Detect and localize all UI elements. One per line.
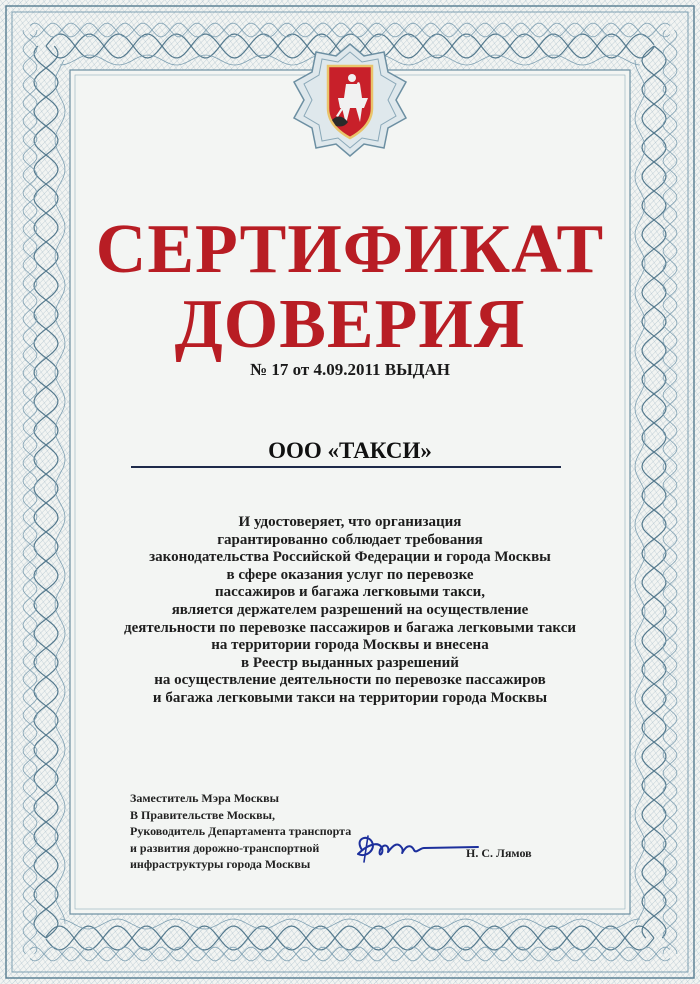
signer-position-line: инфраструктуры города Москвы — [130, 857, 311, 871]
body-line: является держателем разрешений на осуществление — [171, 601, 529, 618]
body-line: законодательства Российской Федерации и города Москвы — [149, 549, 551, 566]
signer-position-line: Заместитель Мэра Москвы — [130, 791, 280, 805]
body-line: и багажа легковыми такси на территории города Москвы — [152, 689, 548, 706]
signer-position — [130, 790, 351, 873]
issued-line: № 17 от 4.09.2011 ВЫДАН — [250, 360, 450, 379]
body-line: пассажиров и багажа легковыми такси, — [214, 584, 486, 601]
body-line: гарантированно соблюдает требования — [217, 531, 483, 548]
signer-position-line: и развития дорожно-транспортной — [130, 840, 320, 855]
body-line: в сфере оказания услуг по перевозке — [226, 566, 474, 583]
certificate-title-line1: СЕРТИФИКАТ — [95, 211, 605, 288]
body-line: в Реестр выданных разрешений — [241, 654, 459, 671]
signer-name: Н. С. Лямов — [466, 846, 532, 860]
body-line: на территории города Москвы и внесена — [211, 637, 489, 654]
certificate-title-line2: ДОВЕРИЯ — [174, 286, 526, 363]
body-line: деятельности по перевозке пассажиров и багажа легковыми такси — [124, 619, 576, 636]
body-line: на осуществление деятельности по перевозке пассажиров — [154, 672, 546, 689]
signer-position-line: Руководитель Департамента транспорта — [130, 824, 352, 838]
moscow-coat-of-arms-icon — [292, 42, 408, 158]
recipient-underline — [131, 466, 561, 468]
signer-position-line: В Правительстве Москвы, — [130, 807, 275, 822]
body-line: И удостоверяет, что организация — [238, 514, 462, 530]
recipient-name: ООО «ТАКСИ» — [268, 438, 432, 463]
certificate-body — [120, 514, 580, 708]
